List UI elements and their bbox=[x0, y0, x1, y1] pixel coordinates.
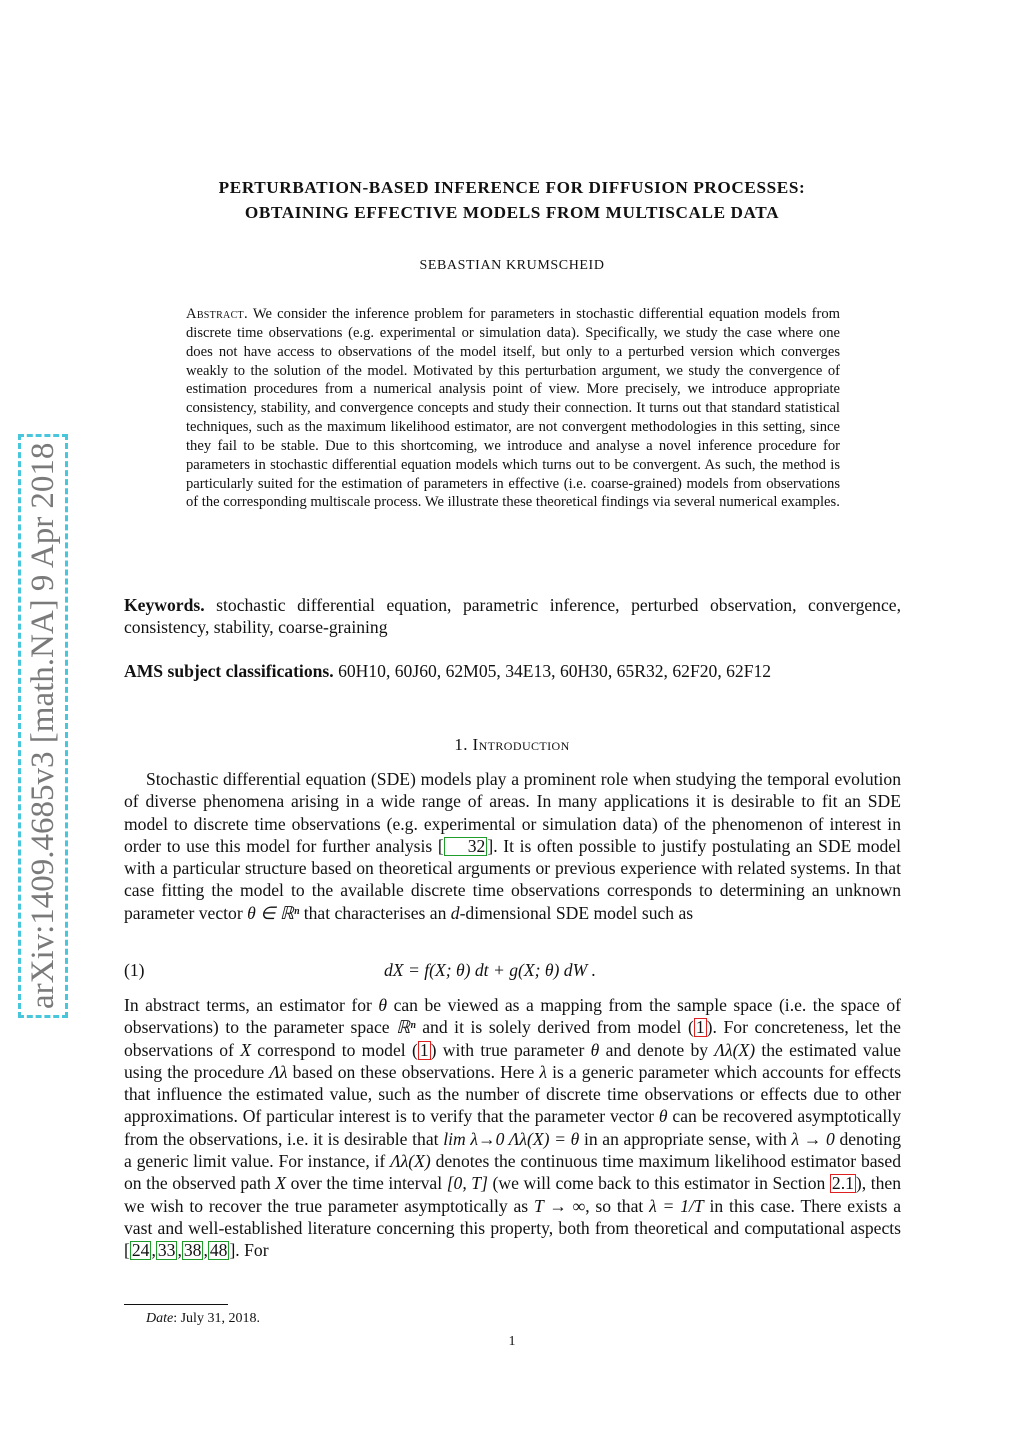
para1-text-a: Stochastic differential equation (SDE) models play a prominent role when studying the temporal evolution of diverse phenomena arising in a wide range of areas. In many applications it is desirable to fit an SDE model to discrete time observations (e.g. experimental or simulation data) of the phenomenon of interest in order to use this model for further analysis bbox=[124, 769, 901, 856]
para2-text-n: denotes the continuous time maximum likelihood estimator based on the observed path bbox=[124, 1151, 902, 1194]
limit-expression: lim λ→0 Λλ(X) = θ bbox=[443, 1128, 580, 1149]
keywords-label: Keywords. bbox=[124, 595, 205, 615]
author-name: SEBASTIAN KRUMSCHEID bbox=[419, 258, 605, 273]
theta-symbol-2: θ bbox=[590, 1039, 600, 1060]
para2-text-a: In abstract terms, an estimator for bbox=[124, 995, 372, 1015]
paper-title-line-2: OBTAINING EFFECTIVE MODELS FROM MULTISCALE DATA bbox=[244, 203, 780, 222]
abstract-label: Abstract. bbox=[186, 306, 248, 322]
equation-ref-link[interactable]: 1 bbox=[695, 1017, 705, 1038]
intro-paragraph-2: In abstract terms, an estimator for θ can be viewed as a mapping from the sample space (i.e. the space of observations) to the parameter space ℝⁿ and it is solely derived from model ( 1 ). For concreteness, let the observations of X correspond to model ( 1 ) with true parameter θ and denote by Λλ(X) the estimated value using the procedure Λλ based on these observations. Here λ is a generic parameter which accounts for effects that influence the estimated value, such as the number of discrete time observations or effects due to other approximations. Of particular interest is to verify that the parameter vector θ can be recovered asymptotically from the observations, i.e. it is desirable that lim λ→0 Λλ(X) = θ in an appropriate sense, with λ → 0 denoting a generic limit value. For instance, if Λλ(X) denotes the continuous time maximum likelihood estimator based on the observed path X over the time interval [0, T] (we will come back to this estimator in Section 2.1 ), then we wish to recover the true parameter asymptotically as T → ∞, so that λ = 1/T in this case. There exists a vast and well-established literature concerning this property, both from theoretical and computational aspects [ 24 , 33 , 38 , 48 ]. For bbox=[124, 995, 902, 1261]
para1-text-c: that characterises an bbox=[303, 902, 447, 923]
citation-link-33[interactable]: 33 bbox=[157, 1240, 176, 1261]
ams-text: 60H10, 60J60, 62M05, 34E13, 60H30, 65R32, 62F20, 62F12 bbox=[338, 661, 772, 681]
theta-symbol: θ bbox=[378, 995, 388, 1015]
d-symbol: d bbox=[450, 902, 460, 923]
equation-body: dX = f(X; θ) dt + g(X; θ) dW . bbox=[384, 960, 597, 980]
time-interval: [0, T] bbox=[446, 1173, 488, 1194]
lambda-symbol: λ bbox=[539, 1061, 547, 1082]
keywords-text: stochastic differential equation, parametric inference, perturbed observation, convergence, consistency, stability, coarse-graining bbox=[124, 595, 901, 638]
T-to-infinity: T → ∞ bbox=[533, 1195, 586, 1216]
equation-ref-link-2[interactable]: 1 bbox=[419, 1039, 429, 1060]
abstract-text: We consider the inference problem for parameters in stochastic differential equation models from discrete time observations (e.g. experimental or simulation data). Specifically, we study the case where one does not have access to observations of the model itself, but only to a perturbed version which converges weakly to the solution of the model. Motivated by this perturbation argument, we study the convergence of estimation procedures from a numerical analysis point of view. More precisely, we introduce appropriate consistency, stability, and convergence concepts and study their connection. It turns out that standard statistical techniques, such as the maximum likelihood estimator, are not convergent methodologies in this setting, since they fail to be stable. Due to this shortcoming, we introduce and analyse a novel inference procedure for parameters in stochastic differential equation models which turns out to be convergent. As such, the method is particularly suited for the estimation of parameters in effective (i.e. coarse-grained) models from observations of the corresponding multiscale process. We illustrate these theoretical findings via several numerical examples. bbox=[186, 306, 841, 511]
section-ref-link[interactable]: 2.1 bbox=[831, 1173, 854, 1194]
para2-text-s: in this case. There exists a vast and well-established literature concerning this property, both from theoretical and computational aspects [ bbox=[124, 1195, 902, 1261]
footnote-rule bbox=[124, 1304, 228, 1305]
para2-text-q: ), then we wish to recover the true parameter asymptotically as bbox=[124, 1173, 902, 1216]
para2-text-d: ). For concreteness, let the observations of bbox=[124, 1017, 901, 1060]
para1-text-d: -dimensional SDE model such as bbox=[459, 902, 694, 923]
section-heading bbox=[0, 735, 1024, 755]
para2-text-b: can be viewed as a mapping from the sample space (i.e. the space of observations) to the parameter space bbox=[124, 995, 901, 1038]
citation-link-24[interactable]: 24 bbox=[131, 1240, 150, 1261]
section-number: 1. bbox=[454, 735, 468, 754]
para2-text-k: can be recovered asymptotically from the observations, i.e. it is desirable that bbox=[124, 1106, 901, 1149]
citation-link-32[interactable]: 32 bbox=[444, 837, 488, 856]
Rn-symbol: ℝⁿ bbox=[396, 1017, 416, 1038]
para2-text-c: and it is solely derived from model ( bbox=[422, 1017, 694, 1038]
para2-text-g: and denote by bbox=[605, 1039, 709, 1060]
para1-text-b: . It is often possible to justify postulating an SDE model with a particular structure based on theoretical arguments or previous experience with related systems. In that case fitting the model to the available discrete time observations corresponds to determining an unknown parameter vector bbox=[124, 835, 901, 923]
Lambda-X-symbol-2: Λλ(X) bbox=[390, 1151, 431, 1172]
theta-in-Rn: θ ∈ ℝⁿ bbox=[247, 902, 300, 923]
para2-text-i: based on these observations. Here bbox=[292, 1061, 535, 1082]
para2-text-m: denoting a generic limit value. For instance, if bbox=[124, 1128, 902, 1172]
Lambda-X-symbol: Λλ(X) bbox=[714, 1039, 756, 1060]
paper-title-line-1: PERTURBATION-BASED INFERENCE FOR DIFFUSION PROCESSES: bbox=[218, 178, 806, 197]
citation-link-38[interactable]: 38 bbox=[183, 1240, 202, 1261]
equation-number: (1) bbox=[124, 960, 145, 980]
lambda-equals: λ = 1/T bbox=[649, 1195, 704, 1216]
theta-symbol-3: θ bbox=[658, 1106, 668, 1127]
footnote bbox=[146, 1311, 260, 1327]
X-symbol-2: X bbox=[275, 1173, 286, 1194]
intro-paragraph-1: Stochastic differential equation (SDE) models play a prominent role when studying the temporal evolution of diverse phenomena arising in a wide range of areas. In many applications it is desirable to fit an SDE model to discrete time observations (e.g. experimental or simulation data) of the phenomenon of interest in order to use this model for further analysis [ 32 ]. It is often possible to justify postulating an SDE model with a particular structure based on theoretical arguments or previous experience with related systems. In that case fitting the model to the available discrete time observations corresponds to determining an unknown parameter vector θ ∈ ℝⁿ that characterises an d-dimensional SDE model such as bbox=[124, 769, 901, 923]
para2-text-l: in an appropriate sense, with bbox=[583, 1128, 787, 1149]
section-title: Introduction bbox=[472, 735, 570, 754]
para2-text-h: the estimated value using the procedure bbox=[124, 1039, 901, 1082]
citation-link-48[interactable]: 48 bbox=[209, 1240, 228, 1261]
equation-1 bbox=[124, 960, 901, 981]
arxiv-identifier-stamp: arXiv:1409.4685v3 [math.NA] 9 Apr 2018 bbox=[18, 434, 68, 1018]
page-number: 1 bbox=[508, 1334, 516, 1349]
Lambda-symbol: Λλ bbox=[269, 1061, 288, 1082]
para2-text-e: correspond to model ( bbox=[257, 1039, 418, 1060]
abstract bbox=[186, 305, 840, 512]
para2-text-f: ) with true parameter bbox=[430, 1039, 585, 1060]
lambda-to-zero: λ → 0 bbox=[791, 1128, 835, 1149]
ams-label: AMS subject classifications. bbox=[124, 661, 334, 681]
para2-text-o: over the time interval bbox=[290, 1173, 443, 1194]
ams-classifications bbox=[124, 660, 901, 682]
para2-text-j: is a generic parameter which accounts for effects that influence the estimated value, such as the number of discrete time observations or effects due to other approximations. Of particular interest is to verify that the parameter vector bbox=[124, 1061, 901, 1127]
para2-text-r: , so that bbox=[585, 1195, 644, 1216]
para2-text-t: ]. For bbox=[229, 1240, 269, 1261]
footnote-text: : July 31, 2018. bbox=[173, 1311, 260, 1326]
keywords bbox=[124, 594, 901, 639]
para2-text-p: (we will come back to this estimator in Section bbox=[492, 1173, 826, 1194]
footnote-label: Date bbox=[146, 1311, 174, 1326]
X-symbol: X bbox=[240, 1039, 251, 1060]
